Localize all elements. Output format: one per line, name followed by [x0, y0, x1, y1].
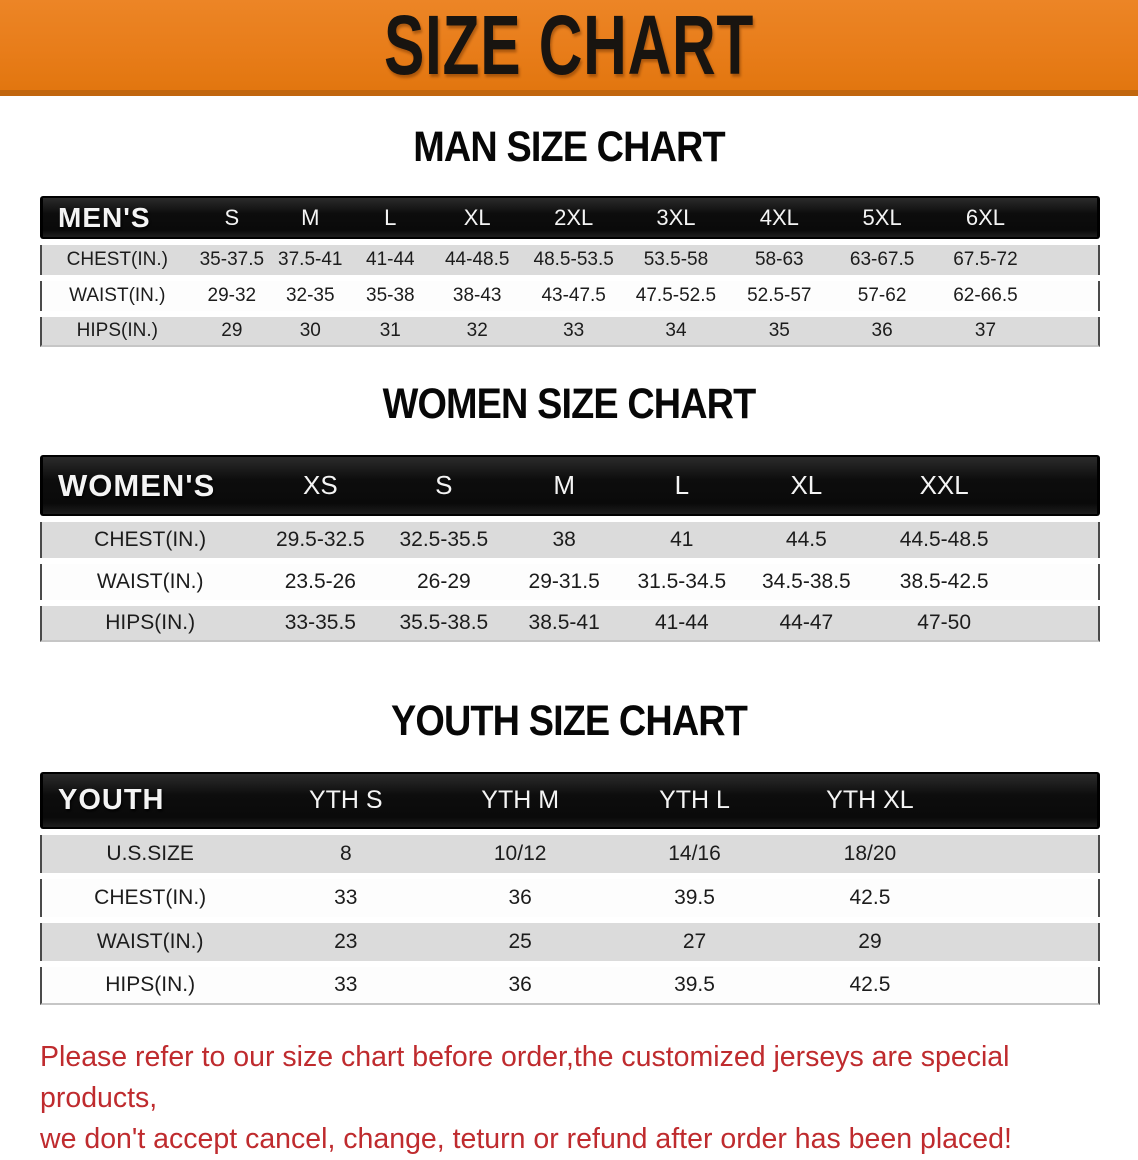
size-value-cell: 23 [258, 923, 433, 961]
size-value-cell: 31.5-34.5 [623, 564, 741, 600]
size-column-header: 3XL [624, 196, 728, 239]
size-value-cell: 36 [433, 879, 607, 917]
size-value-cell: 63-67.5 [831, 245, 934, 275]
mens-heading: MAN SIZE CHART [413, 123, 725, 171]
size-column-header: M [505, 455, 623, 516]
size-column-header: XS [258, 455, 382, 516]
measurement-row [40, 245, 1100, 275]
size-column-header: YTH S [258, 772, 433, 829]
womens-heading: WOMEN SIZE CHART [382, 380, 756, 428]
size-column-header: YTH L [607, 772, 782, 829]
row-label: WAIST(IN.) [40, 281, 193, 311]
size-value-cell: 42.5 [782, 879, 958, 917]
size-column-header: XL [431, 196, 523, 239]
size-column-header: 4XL [728, 196, 831, 239]
size-column-header: M [271, 196, 349, 239]
size-value-cell: 43-47.5 [523, 281, 624, 311]
spacer-cell [1016, 522, 1100, 558]
row-label: WAIST(IN.) [40, 923, 258, 961]
measurement-row [40, 835, 1100, 873]
size-value-cell: 10/12 [433, 835, 607, 873]
row-label: CHEST(IN.) [40, 245, 193, 275]
size-value-cell: 58-63 [728, 245, 831, 275]
row-label: HIPS(IN.) [40, 967, 258, 1005]
mens-group-label: MEN'S [40, 196, 193, 239]
row-label: HIPS(IN.) [40, 317, 193, 347]
spacer-cell [958, 923, 1100, 961]
size-value-cell: 57-62 [831, 281, 934, 311]
size-value-cell: 25 [433, 923, 607, 961]
size-column-header: YTH M [433, 772, 607, 829]
size-value-cell: 37 [934, 317, 1038, 347]
womens-group-label: WOMEN'S [40, 455, 258, 516]
size-value-cell: 34 [624, 317, 728, 347]
size-value-cell: 29-31.5 [505, 564, 623, 600]
womens-header-row [40, 455, 1100, 516]
size-value-cell: 36 [831, 317, 934, 347]
youth-header-row [40, 772, 1100, 829]
womens-size-table [40, 449, 1100, 648]
measurement-row [40, 923, 1100, 961]
size-value-cell: 47.5-52.5 [624, 281, 728, 311]
size-value-cell: 35.5-38.5 [382, 606, 505, 642]
youth-group-label: YOUTH [40, 772, 258, 829]
mens-section [0, 123, 1138, 353]
size-column-header: L [350, 196, 432, 239]
mens-size-table [40, 190, 1100, 353]
size-column-header: 5XL [831, 196, 934, 239]
size-value-cell: 52.5-57 [728, 281, 831, 311]
size-value-cell: 44-47 [741, 606, 872, 642]
youth-section [0, 697, 1138, 1011]
row-label: CHEST(IN.) [40, 522, 258, 558]
size-column-header: YTH XL [782, 772, 958, 829]
spacer-cell [1037, 245, 1100, 275]
size-value-cell: 18/20 [782, 835, 958, 873]
size-value-cell: 27 [607, 923, 782, 961]
size-value-cell: 48.5-53.5 [523, 245, 624, 275]
size-value-cell: 67.5-72 [934, 245, 1038, 275]
size-value-cell: 39.5 [607, 967, 782, 1005]
disclaimer-line-2: we don't accept cancel, change, teturn or refund after order has been placed! [40, 1123, 1012, 1155]
size-column-header: XL [741, 455, 872, 516]
size-value-cell: 38.5-42.5 [872, 564, 1016, 600]
size-value-cell: 29 [193, 317, 271, 347]
spacer-cell [1037, 317, 1100, 347]
mens-header-row [40, 196, 1100, 239]
row-label: U.S.SIZE [40, 835, 258, 873]
size-value-cell: 41 [623, 522, 741, 558]
measurement-row [40, 564, 1100, 600]
size-value-cell: 44-48.5 [431, 245, 523, 275]
youth-size-table [40, 766, 1100, 1011]
size-value-cell: 33-35.5 [258, 606, 382, 642]
size-value-cell: 62-66.5 [934, 281, 1038, 311]
size-value-cell: 53.5-58 [624, 245, 728, 275]
banner-title: SIZE CHART [383, 0, 755, 92]
size-value-cell: 39.5 [607, 879, 782, 917]
size-value-cell: 44.5 [741, 522, 872, 558]
size-column-header: S [193, 196, 271, 239]
size-value-cell: 8 [258, 835, 433, 873]
size-value-cell: 33 [523, 317, 624, 347]
size-value-cell: 14/16 [607, 835, 782, 873]
size-value-cell: 33 [258, 967, 433, 1005]
measurement-row [40, 317, 1100, 347]
size-column-header: 6XL [934, 196, 1038, 239]
measurement-row [40, 967, 1100, 1005]
size-value-cell: 23.5-26 [258, 564, 382, 600]
measurement-row [40, 281, 1100, 311]
size-value-cell: 35 [728, 317, 831, 347]
size-value-cell: 41-44 [350, 245, 432, 275]
row-label: HIPS(IN.) [40, 606, 258, 642]
measurement-row [40, 522, 1100, 558]
size-value-cell: 35-38 [350, 281, 432, 311]
size-value-cell: 38-43 [431, 281, 523, 311]
spacer-cell [958, 835, 1100, 873]
size-value-cell: 38.5-41 [505, 606, 623, 642]
size-value-cell: 47-50 [872, 606, 1016, 642]
size-column-header: S [382, 455, 505, 516]
size-value-cell: 38 [505, 522, 623, 558]
womens-section [0, 380, 1138, 648]
size-value-cell: 44.5-48.5 [872, 522, 1016, 558]
youth-heading: YOUTH SIZE CHART [391, 697, 747, 745]
spacer-cell [1016, 455, 1100, 516]
size-value-cell: 31 [350, 317, 432, 347]
size-value-cell: 35-37.5 [193, 245, 271, 275]
spacer-cell [1037, 196, 1100, 239]
size-value-cell: 42.5 [782, 967, 958, 1005]
size-column-header: L [623, 455, 741, 516]
spacer-cell [958, 879, 1100, 917]
disclaimer-line-1: Please refer to our size chart before order,the customized jerseys are special products, [40, 1041, 1010, 1114]
measurement-row [40, 606, 1100, 642]
size-value-cell: 32-35 [271, 281, 349, 311]
row-label: WAIST(IN.) [40, 564, 258, 600]
size-value-cell: 29.5-32.5 [258, 522, 382, 558]
spacer-cell [958, 967, 1100, 1005]
size-value-cell: 29-32 [193, 281, 271, 311]
size-value-cell: 26-29 [382, 564, 505, 600]
row-label: CHEST(IN.) [40, 879, 258, 917]
size-value-cell: 30 [271, 317, 349, 347]
size-value-cell: 32.5-35.5 [382, 522, 505, 558]
measurement-row [40, 879, 1100, 917]
size-value-cell: 37.5-41 [271, 245, 349, 275]
spacer-cell [1037, 281, 1100, 311]
spacer-cell [1016, 606, 1100, 642]
size-value-cell: 34.5-38.5 [741, 564, 872, 600]
spacer-cell [958, 772, 1100, 829]
size-value-cell: 32 [431, 317, 523, 347]
size-column-header: 2XL [523, 196, 624, 239]
size-chart-banner [0, 0, 1138, 96]
size-column-header: XXL [872, 455, 1016, 516]
size-value-cell: 33 [258, 879, 433, 917]
spacer-cell [1016, 564, 1100, 600]
disclaimer-text [40, 1037, 1118, 1160]
size-value-cell: 29 [782, 923, 958, 961]
size-value-cell: 36 [433, 967, 607, 1005]
size-value-cell: 41-44 [623, 606, 741, 642]
